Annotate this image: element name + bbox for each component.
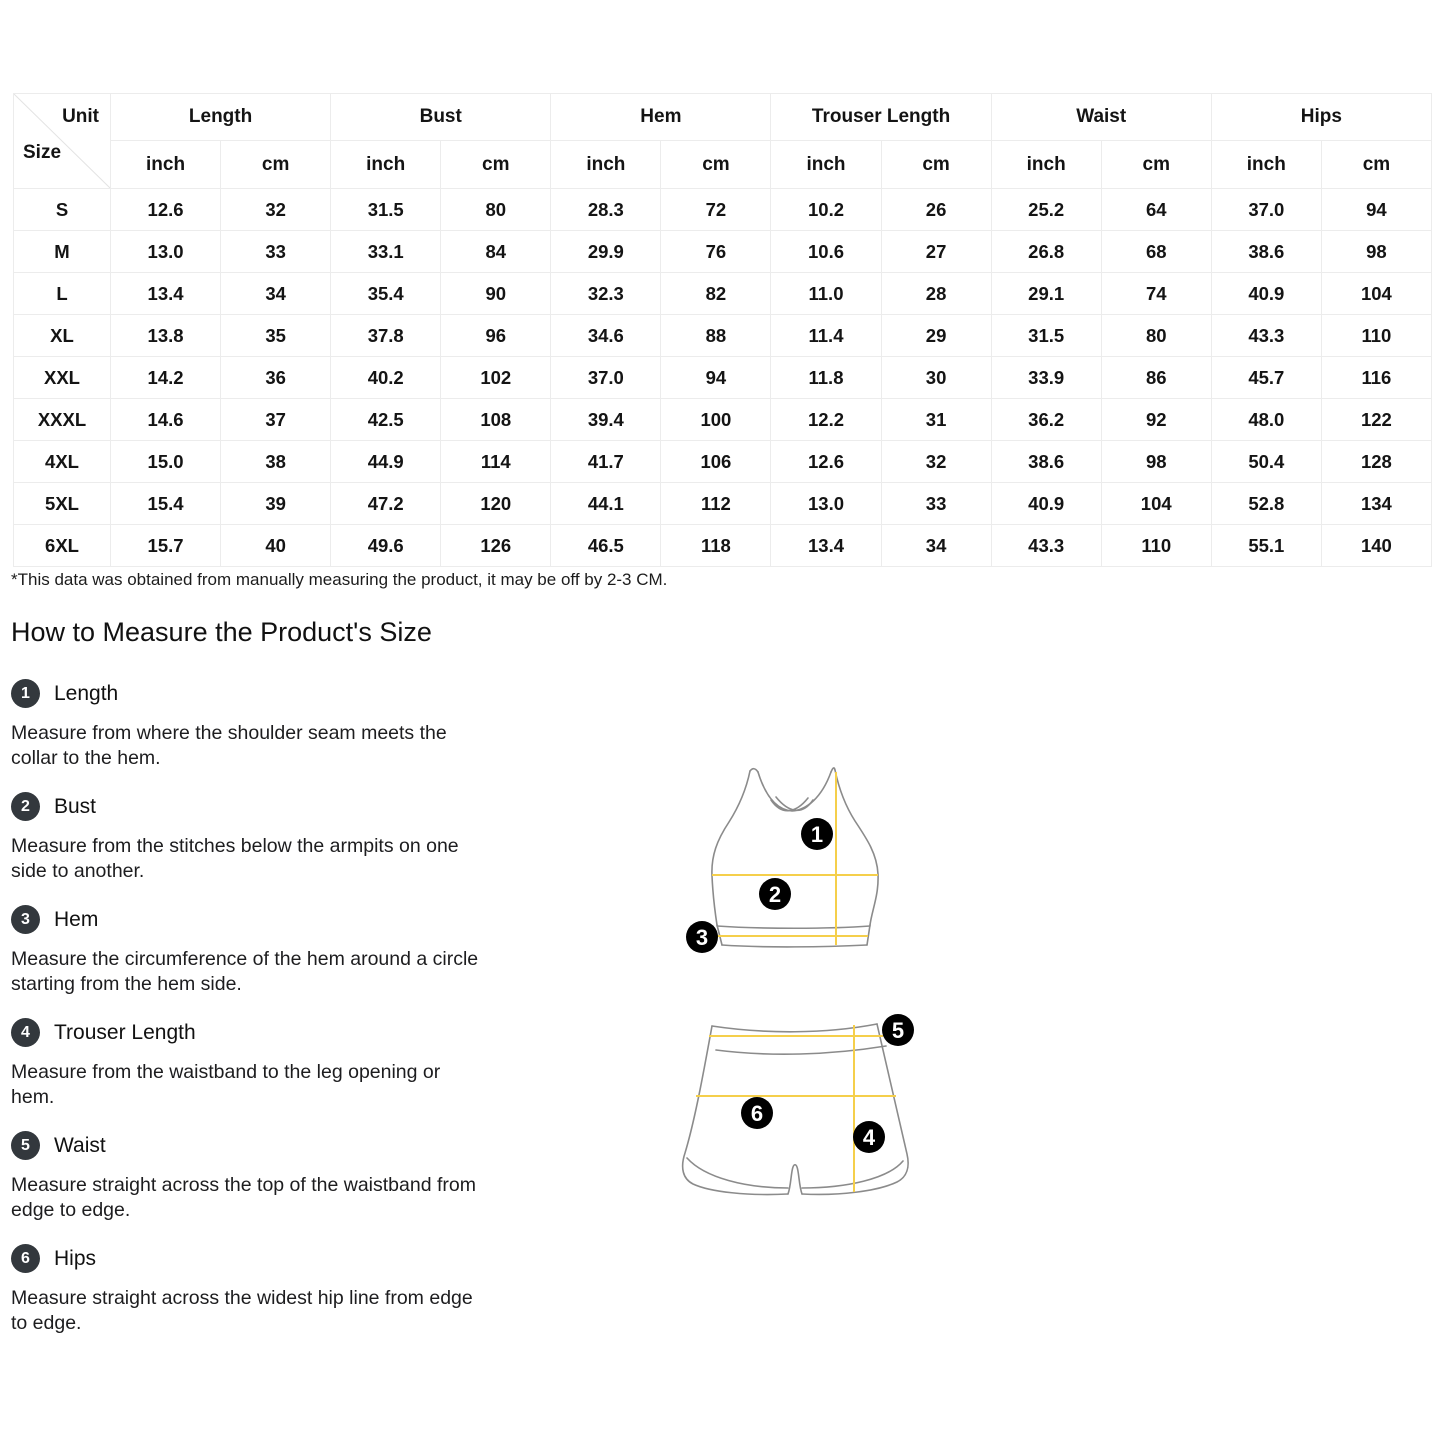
- step-number-badge: 4: [11, 1018, 40, 1047]
- step-number-badge: 2: [11, 792, 40, 821]
- measurement-cell: 44.9: [331, 441, 441, 483]
- corner-size-label: Size: [23, 142, 62, 163]
- table-body: [14, 189, 1432, 567]
- step-description: Measure from the waistband to the leg opening or hem.: [11, 1061, 441, 1108]
- bra-outline: [712, 768, 878, 947]
- measurement-cell: 49.6: [331, 525, 441, 567]
- table-row: [14, 315, 1432, 357]
- measurement-cell: 92: [1101, 399, 1211, 441]
- measurement-cell: 98: [1101, 441, 1211, 483]
- measurement-cell: 37.0: [1211, 189, 1321, 231]
- measurement-cell: 29: [881, 315, 991, 357]
- measurement-cell: 36: [221, 357, 331, 399]
- measurement-cell: 110: [1321, 315, 1431, 357]
- marker-5-number: 5: [891, 1018, 905, 1043]
- table-row: [14, 231, 1432, 273]
- measurement-cell: 28: [881, 273, 991, 315]
- measurement-cell: 33.9: [991, 357, 1101, 399]
- measurement-cell: 14.2: [111, 357, 221, 399]
- step-description: Measure from where the shoulder seam meets the collar to the hem.: [11, 722, 447, 769]
- step-number-badge: 3: [11, 905, 40, 934]
- measurement-cell: 32: [221, 189, 331, 231]
- measurement-cell: 44.1: [551, 483, 661, 525]
- measurement-cell: 108: [441, 399, 551, 441]
- step-label: Length: [54, 681, 119, 705]
- subheader-inch-1: inch: [331, 141, 441, 189]
- measurement-cell: 140: [1321, 525, 1431, 567]
- howto-step: [11, 679, 513, 771]
- measurement-cell: 100: [661, 399, 771, 441]
- measurement-cell: 31.5: [331, 189, 441, 231]
- unit-size-corner-cell: [14, 94, 111, 189]
- measurement-cell: 112: [661, 483, 771, 525]
- column-group-3: Trouser Length: [771, 94, 991, 141]
- measurement-cell: 104: [1101, 483, 1211, 525]
- measurement-cell: 43.3: [991, 525, 1101, 567]
- subheader-inch-0: inch: [111, 141, 221, 189]
- measurement-cell: 13.0: [771, 483, 881, 525]
- step-description: Measure straight across the top of the waistband from edge to edge.: [11, 1174, 476, 1221]
- measurement-cell: 26.8: [991, 231, 1101, 273]
- measurement-cell: 40.9: [991, 483, 1101, 525]
- measurement-cell: 45.7: [1211, 357, 1321, 399]
- step-label: Waist: [54, 1133, 106, 1157]
- measurement-cell: 80: [1101, 315, 1211, 357]
- step-label: Bust: [54, 794, 97, 818]
- howto-step: [11, 1244, 513, 1336]
- subheader-cm-4: cm: [1101, 141, 1211, 189]
- measurement-cell: 14.6: [111, 399, 221, 441]
- step-description: Measure straight across the widest hip line from edge to edge.: [11, 1287, 473, 1334]
- measurement-cell: 86: [1101, 357, 1211, 399]
- header-units-row: [14, 141, 1432, 189]
- measurement-cell: 72: [661, 189, 771, 231]
- measurement-cell: 116: [1321, 357, 1431, 399]
- subheader-cm-1: cm: [441, 141, 551, 189]
- measurement-cell: 41.7: [551, 441, 661, 483]
- measurement-cell: 68: [1101, 231, 1211, 273]
- measurement-cell: 46.5: [551, 525, 661, 567]
- measurement-cell: 55.1: [1211, 525, 1321, 567]
- measurement-cell: 104: [1321, 273, 1431, 315]
- measurement-cell: 74: [1101, 273, 1211, 315]
- measurement-cell: 32.3: [551, 273, 661, 315]
- measurement-cell: 134: [1321, 483, 1431, 525]
- step-number-badge: 1: [11, 679, 40, 708]
- howto-step: [11, 905, 513, 997]
- measurement-cell: 25.2: [991, 189, 1101, 231]
- measurement-cell: 33.1: [331, 231, 441, 273]
- measurement-cell: 84: [441, 231, 551, 273]
- measurement-cell: 52.8: [1211, 483, 1321, 525]
- measurement-cell: 30: [881, 357, 991, 399]
- measurement-cell: 26: [881, 189, 991, 231]
- measurement-cell: 96: [441, 315, 551, 357]
- measurement-cell: 33: [881, 483, 991, 525]
- measurement-cell: 29.1: [991, 273, 1101, 315]
- measurement-cell: 33: [221, 231, 331, 273]
- bra-measure-lines: [712, 772, 878, 945]
- measurement-cell: 120: [441, 483, 551, 525]
- marker-1-number: 1: [810, 822, 824, 847]
- measurement-cell: 39.4: [551, 399, 661, 441]
- measurement-cell: 48.0: [1211, 399, 1321, 441]
- marker-2-number: 2: [768, 882, 782, 907]
- column-group-4: Waist: [991, 94, 1211, 141]
- howto-items: [11, 679, 513, 1357]
- shorts-markers: [741, 1014, 914, 1153]
- measurement-cell: 47.2: [331, 483, 441, 525]
- shorts-outline: [683, 1024, 908, 1195]
- measurement-cell: 43.3: [1211, 315, 1321, 357]
- measurement-cell: 27: [881, 231, 991, 273]
- measurement-cell: 15.7: [111, 525, 221, 567]
- sports-bra-figure: [650, 748, 950, 983]
- measurement-cell: 31: [881, 399, 991, 441]
- measurement-cell: 37: [221, 399, 331, 441]
- table-row: [14, 357, 1432, 399]
- shorts-measure-lines: [696, 1025, 896, 1192]
- howto-section-title: How to Measure the Product's Size: [11, 617, 432, 647]
- measurement-cell: 11.0: [771, 273, 881, 315]
- size-label: 4XL: [14, 441, 111, 483]
- bra-markers: [686, 818, 833, 953]
- size-label: XXXL: [14, 399, 111, 441]
- measurement-cell: 32: [881, 441, 991, 483]
- step-description: Measure the circumference of the hem around a circle starting from the hem side.: [11, 948, 479, 995]
- measurement-cell: 35.4: [331, 273, 441, 315]
- corner-unit-label: Unit: [62, 106, 99, 127]
- step-number-badge: 5: [11, 1131, 40, 1160]
- size-label: L: [14, 273, 111, 315]
- column-group-1: Bust: [331, 94, 551, 141]
- subheader-inch-2: inch: [551, 141, 661, 189]
- step-description: Measure from the stitches below the armpits on one side to another.: [11, 835, 459, 882]
- subheader-cm-3: cm: [881, 141, 991, 189]
- marker-4-number: 4: [862, 1125, 876, 1150]
- table-row: [14, 273, 1432, 315]
- size-label: 6XL: [14, 525, 111, 567]
- step-label: Trouser Length: [54, 1020, 196, 1044]
- measurement-cell: 12.2: [771, 399, 881, 441]
- measurement-cell: 40.2: [331, 357, 441, 399]
- size-label: XL: [14, 315, 111, 357]
- subheader-cm-2: cm: [661, 141, 771, 189]
- column-group-0: Length: [111, 94, 331, 141]
- subheader-inch-5: inch: [1211, 141, 1321, 189]
- howto-step: [11, 792, 513, 884]
- measurement-cell: 118: [661, 525, 771, 567]
- measurement-cell: 28.3: [551, 189, 661, 231]
- measurement-cell: 15.4: [111, 483, 221, 525]
- measurement-cell: 37.8: [331, 315, 441, 357]
- measurement-cell: 94: [661, 357, 771, 399]
- table-footnote: *This data was obtained from manually measuring the product, it may be off by 2-3 CM.: [11, 570, 668, 589]
- measurement-cell: 40: [221, 525, 331, 567]
- subheader-cm-5: cm: [1321, 141, 1431, 189]
- measurement-cell: 11.4: [771, 315, 881, 357]
- measurement-cell: 34: [221, 273, 331, 315]
- table-row: [14, 441, 1432, 483]
- measurement-cell: 114: [441, 441, 551, 483]
- measurement-cell: 80: [441, 189, 551, 231]
- measurement-cell: 10.6: [771, 231, 881, 273]
- measurement-cell: 94: [1321, 189, 1431, 231]
- measurement-cell: 12.6: [771, 441, 881, 483]
- measurement-cell: 82: [661, 273, 771, 315]
- size-label: M: [14, 231, 111, 273]
- measurement-cell: 40.9: [1211, 273, 1321, 315]
- measurement-cell: 31.5: [991, 315, 1101, 357]
- measurement-cell: 110: [1101, 525, 1211, 567]
- size-label: XXL: [14, 357, 111, 399]
- measurement-cell: 88: [661, 315, 771, 357]
- measurement-cell: 13.8: [111, 315, 221, 357]
- measurement-cell: 76: [661, 231, 771, 273]
- measurement-cell: 10.2: [771, 189, 881, 231]
- measurement-cell: 102: [441, 357, 551, 399]
- measurement-cell: 38: [221, 441, 331, 483]
- howto-step: [11, 1131, 513, 1223]
- measurement-cell: 36.2: [991, 399, 1101, 441]
- table-row: [14, 483, 1432, 525]
- marker-6-number: 6: [750, 1101, 764, 1126]
- measurement-cell: 39: [221, 483, 331, 525]
- size-label: S: [14, 189, 111, 231]
- measurement-cell: 13.4: [111, 273, 221, 315]
- measurement-cell: 12.6: [111, 189, 221, 231]
- column-group-2: Hem: [551, 94, 771, 141]
- measurement-cell: 90: [441, 273, 551, 315]
- shorts-figure: [650, 990, 970, 1235]
- measurement-cell: 29.9: [551, 231, 661, 273]
- table-row: [14, 525, 1432, 567]
- measurement-cell: 122: [1321, 399, 1431, 441]
- measurement-cell: 50.4: [1211, 441, 1321, 483]
- measurement-cell: 38.6: [991, 441, 1101, 483]
- measurement-cell: 11.8: [771, 357, 881, 399]
- size-label: 5XL: [14, 483, 111, 525]
- measurement-cell: 106: [661, 441, 771, 483]
- column-group-5: Hips: [1211, 94, 1431, 141]
- subheader-inch-3: inch: [771, 141, 881, 189]
- measurement-cell: 34.6: [551, 315, 661, 357]
- table-row: [14, 399, 1432, 441]
- measurement-cell: 35: [221, 315, 331, 357]
- measurement-cell: 42.5: [331, 399, 441, 441]
- measurement-cell: 126: [441, 525, 551, 567]
- header-groups-row: [14, 94, 1432, 141]
- step-number-badge: 6: [11, 1244, 40, 1273]
- size-chart-table: [13, 93, 1432, 567]
- measurement-cell: 15.0: [111, 441, 221, 483]
- measurement-cell: 128: [1321, 441, 1431, 483]
- subheader-inch-4: inch: [991, 141, 1101, 189]
- step-label: Hips: [54, 1246, 97, 1270]
- subheader-cm-0: cm: [221, 141, 331, 189]
- howto-step: [11, 1018, 513, 1110]
- measurement-cell: 98: [1321, 231, 1431, 273]
- measurement-cell: 38.6: [1211, 231, 1321, 273]
- measurement-cell: 13.0: [111, 231, 221, 273]
- measurement-cell: 13.4: [771, 525, 881, 567]
- measurement-cell: 64: [1101, 189, 1211, 231]
- measurement-cell: 34: [881, 525, 991, 567]
- table-row: [14, 189, 1432, 231]
- marker-3-number: 3: [695, 925, 709, 950]
- measurement-cell: 37.0: [551, 357, 661, 399]
- step-label: Hem: [54, 907, 99, 931]
